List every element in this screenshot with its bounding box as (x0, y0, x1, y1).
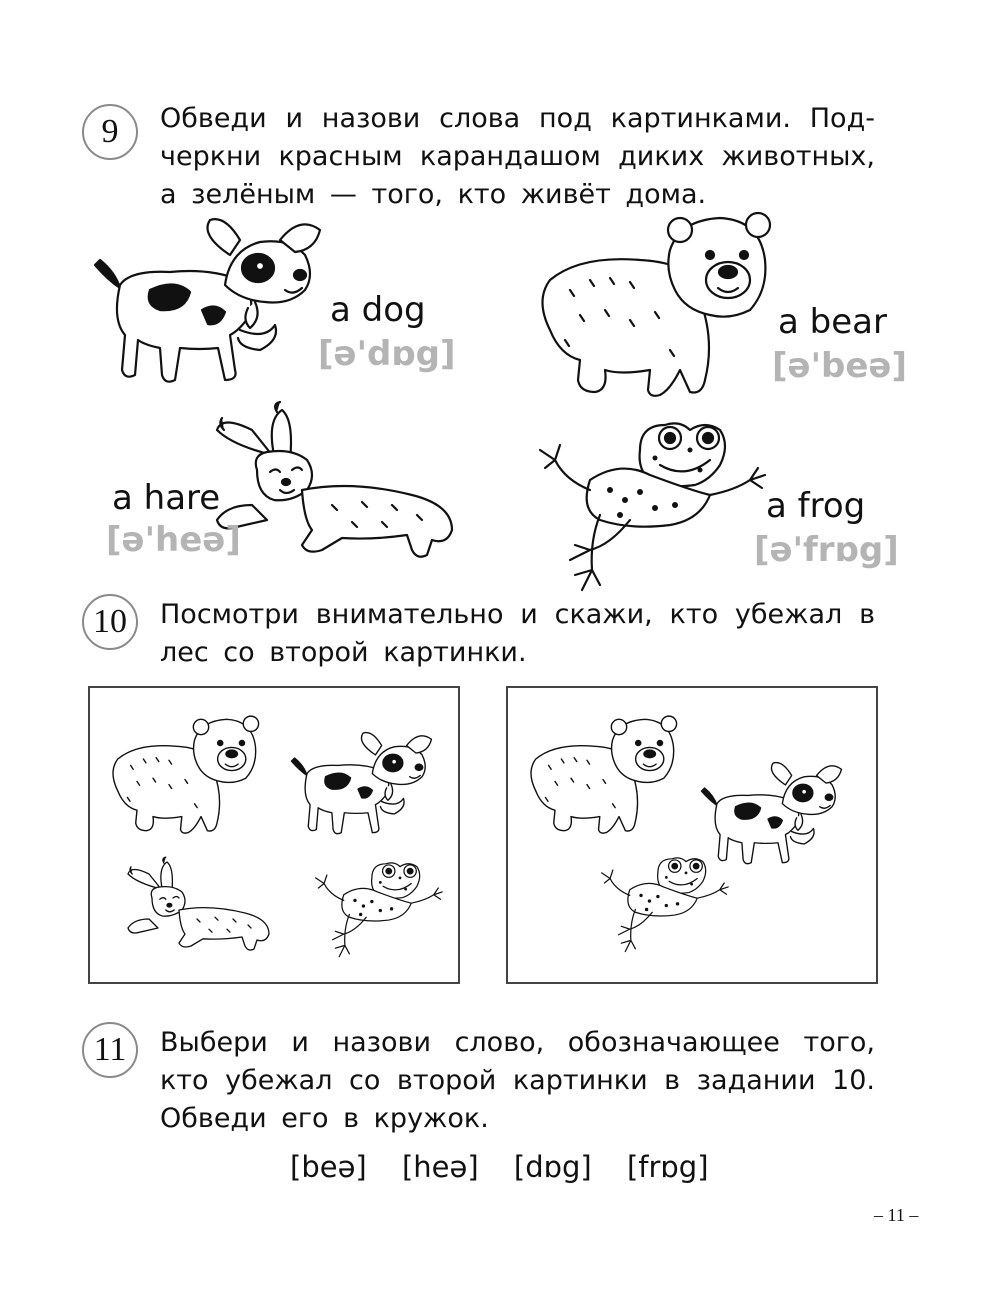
word-bear: a bear (778, 302, 887, 342)
frame-1-frog (310, 858, 445, 954)
task-11-number: 11 (82, 1022, 138, 1078)
task-10-number: 10 (82, 594, 138, 650)
frame-1-hare (125, 856, 275, 952)
transcription-options (290, 1150, 727, 1184)
word-frog: a frog (766, 486, 866, 526)
task-11-instructions (160, 1024, 875, 1138)
task-11-line-3: Обведи его в кружок. (160, 1103, 489, 1134)
frame-1-dog (288, 730, 438, 842)
page-number: – 11 – (874, 1205, 919, 1225)
option-frog[interactable]: [frɒg] (626, 1150, 709, 1184)
task-9-instructions (160, 100, 875, 214)
task-9-number: 9 (82, 104, 138, 160)
picture-frame-2 (506, 686, 878, 984)
frame-2-frog (596, 853, 731, 949)
transcription-frog: [ə'frɒg] (754, 530, 899, 570)
task-9-line-2: черкни красным карандашом диких животных, (160, 141, 875, 172)
frame-2-bear (523, 710, 683, 840)
task-9-line-3: а зелёным — того, кто живёт дома. (160, 179, 707, 210)
task-11-line-1: Выбери и назови слово, обозначающее того, (160, 1027, 875, 1058)
option-dog[interactable]: [dɒg] (513, 1150, 592, 1184)
picture-frame-1 (88, 686, 460, 984)
task-9-line-1: Обведи и назови слова под картинками. Под- (160, 103, 875, 134)
task-11-line-2: кто убежал со второй картинки в задании 10. (160, 1065, 875, 1096)
frog-illustration (530, 415, 770, 585)
hare-illustration (212, 400, 462, 560)
transcription-hare: [ə'heə] (106, 520, 241, 560)
transcription-bear: [ə'beə] (772, 346, 908, 386)
word-hare: a hare (112, 478, 221, 518)
frame-1-bear (105, 710, 265, 840)
transcription-dog: [ə'dɒg] (318, 334, 456, 374)
option-bear[interactable]: [beə] (290, 1150, 367, 1184)
bear-illustration (530, 205, 780, 405)
dog-illustration (90, 215, 330, 395)
task-10-line-1: Посмотри внимательно и скажи, кто убежал в (160, 599, 875, 630)
word-dog: a dog (330, 290, 426, 330)
option-hare[interactable]: [heə] (401, 1150, 479, 1184)
task-10-line-2: лес со второй картинки. (160, 637, 527, 668)
task-10-instructions (160, 596, 875, 672)
